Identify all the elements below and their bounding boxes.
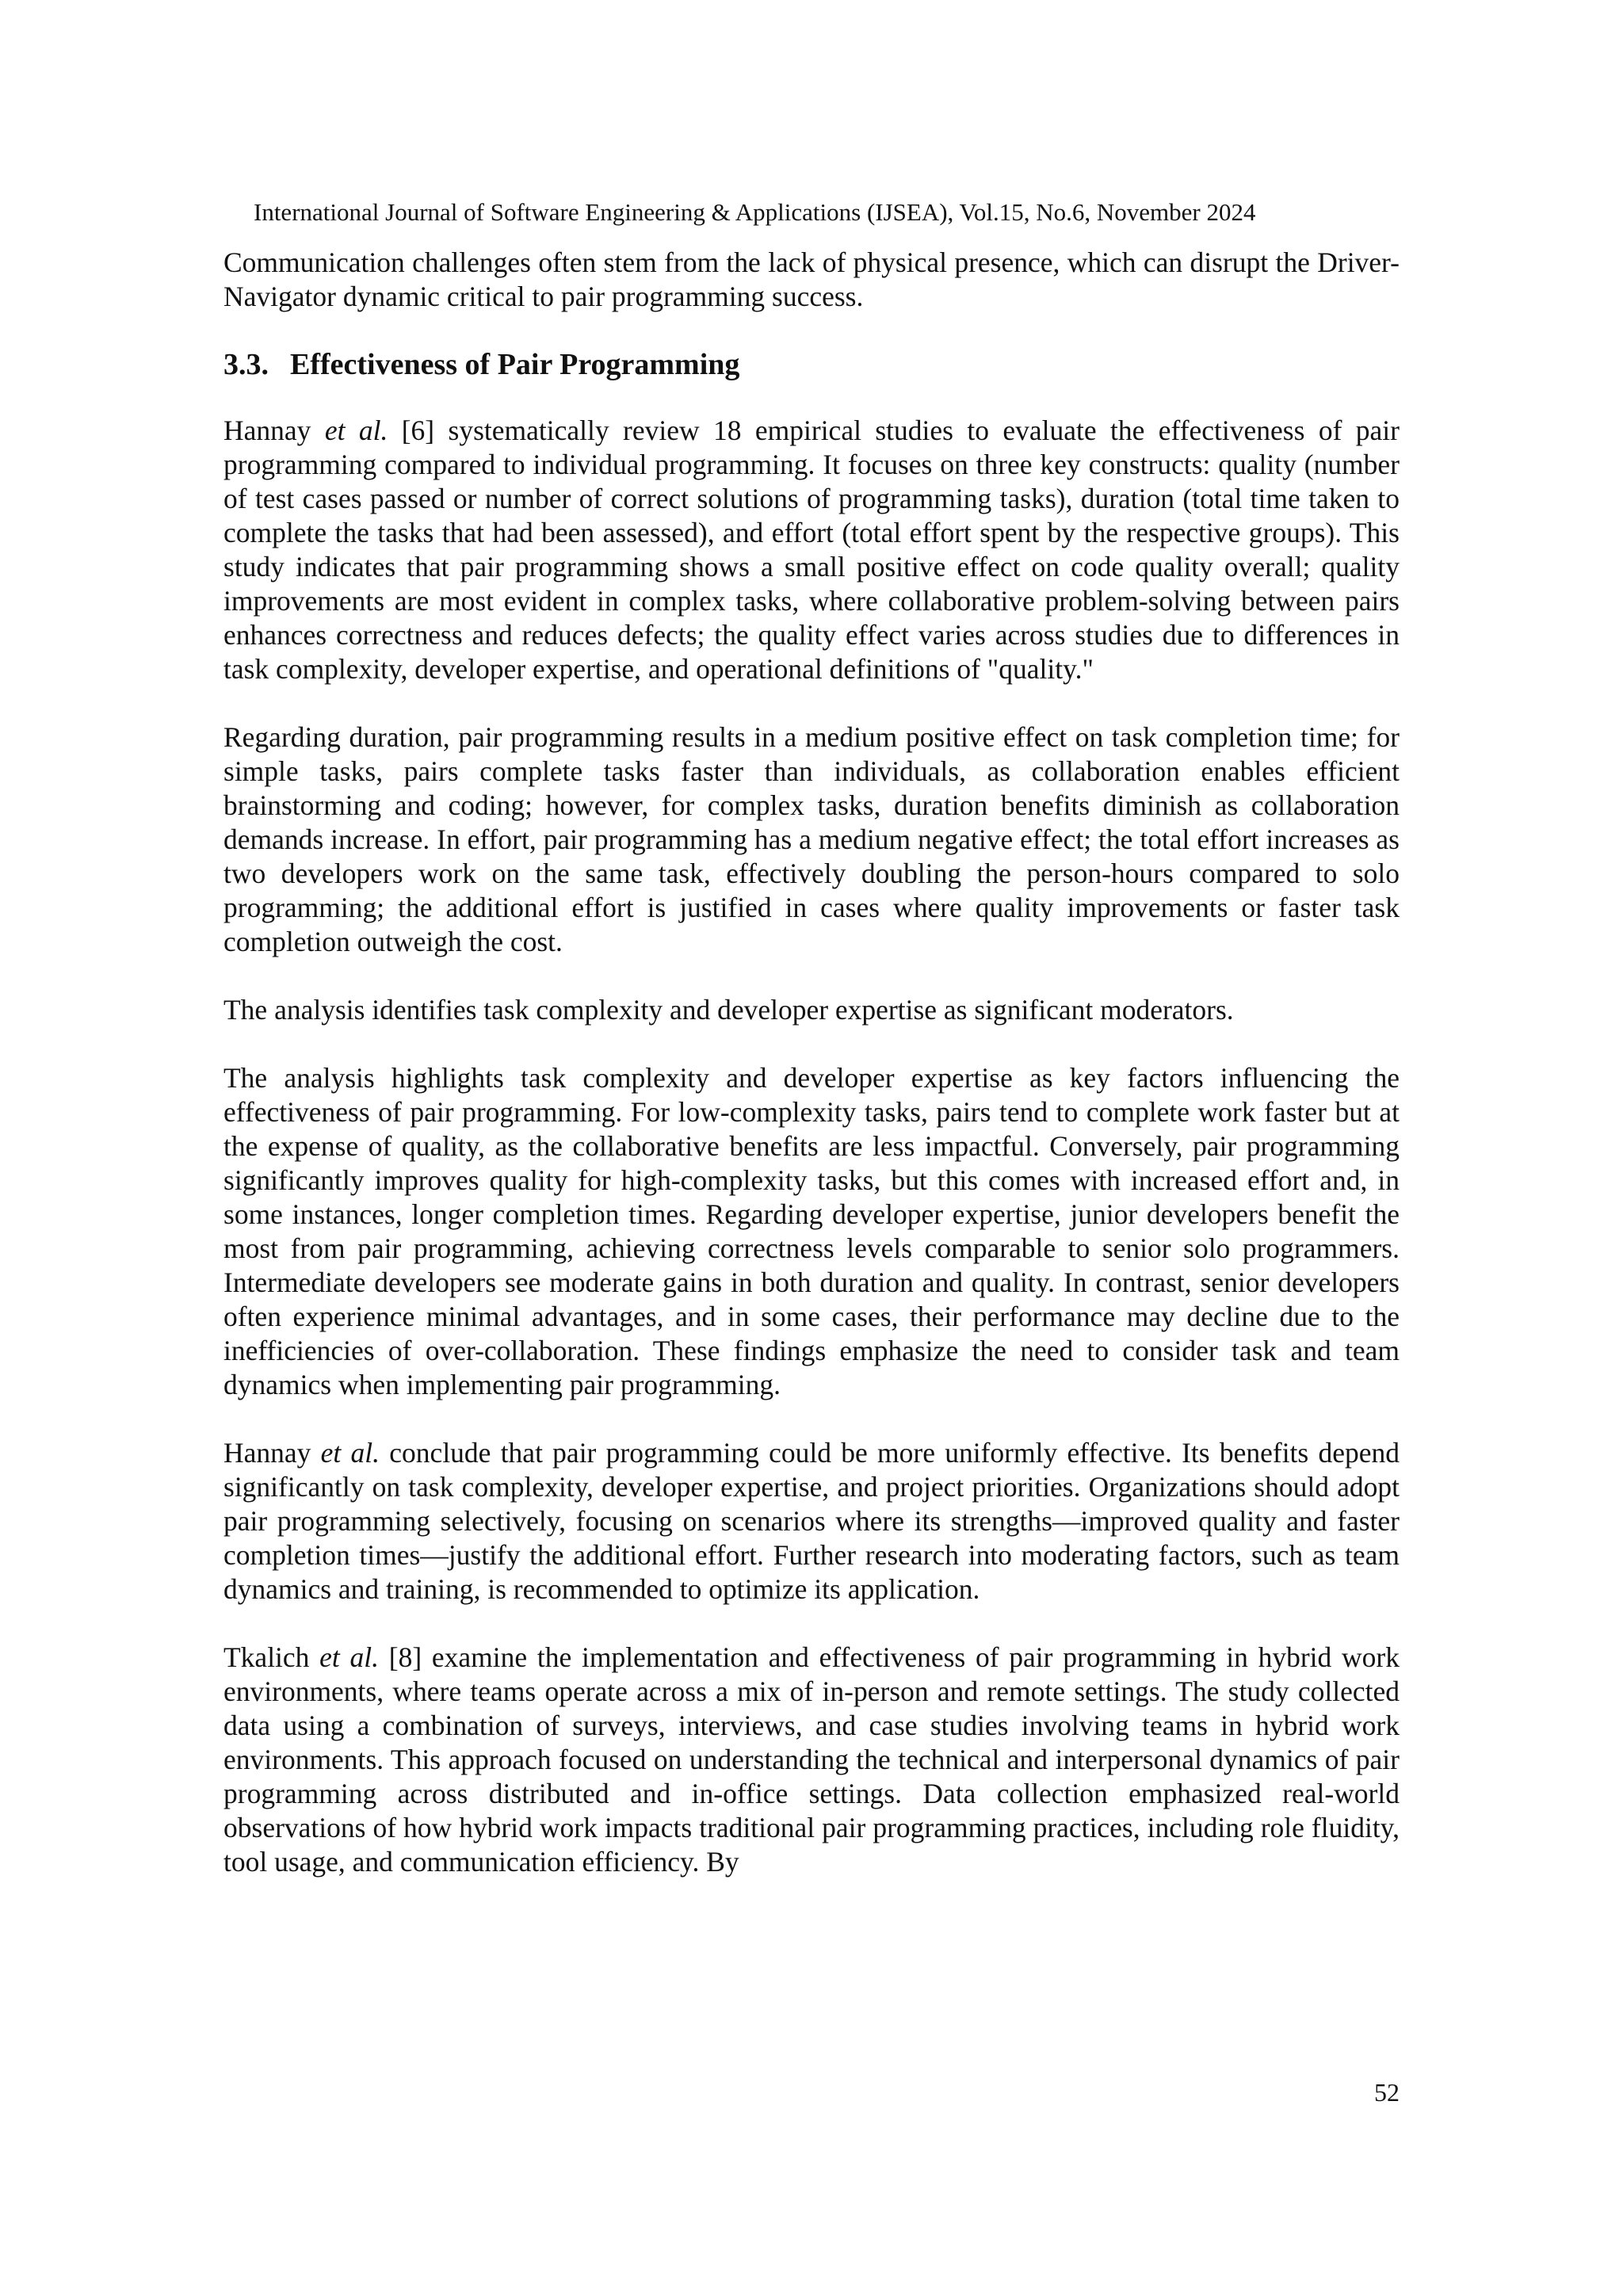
- paragraph-communication-challenges: Communication challenges often stem from the lack of physical presence, which can disrupt the Driver-Navigator dynamic critical to pair programming success.: [223, 246, 1400, 312]
- page-number: 52: [1374, 2078, 1400, 2107]
- author-name: Tkalich: [223, 1641, 320, 1673]
- et-al: et al.: [324, 415, 388, 446]
- et-al: et al.: [319, 1641, 380, 1673]
- paragraph-duration: Regarding duration, pair programming results in a medium positive effect on task completion time; for simple tasks, pairs complete tasks faster than individuals, as collaboration enables efficient brainstorming and coding; however, for complex tasks, duration benefits diminish as collaboration demands increase. In effort, pair programming has a medium negative effect; the total effort increases as two developers work on the same task, effectively doubling the person-hours compared to solo programming; the additional effort is justified in cases where quality improvements or faster task completion outweigh the cost.: [223, 721, 1400, 957]
- section-heading: [223, 346, 1400, 384]
- paragraph-complexity-expertise: The analysis highlights task complexity and developer expertise as key factors influencing the effectiveness of pair programming. For low-complexity tasks, pairs tend to complete work faster but at the expense of quality, as the collaborative benefits are less impactful. Conversely, pair programming significantly improves quality for high-complexity tasks, but this comes with increased effort and, in some instances, longer completion times. Regarding developer expertise, junior developers benefit the most from pair programming, achieving correctness levels comparable to senior solo programmers. Intermediate developers see moderate gains in both duration and quality. In contrast, senior developers often experience minimal advantages, and in some cases, their performance may decline due to the inefficiencies of over-collaboration. These findings emphasize the need to consider task and team dynamics when implementing pair programming.: [223, 1062, 1400, 1400]
- paragraph-text: conclude that pair programming could be more uniformly effective. Its benefits depend significantly on task complexity, developer expertise, and project priorities. Organizations should adopt pair programming selectively, focusing on scenarios where its strengths—improved quality and faster completion times—justify the additional effort. Further research into moderating factors, such as team dynamics and training, is recommended to optimize its application.: [223, 1437, 1400, 1605]
- section-title: Effectiveness of Pair Programming: [290, 348, 740, 381]
- paragraph-tkalich-hybrid: [223, 1641, 1400, 1879]
- author-name: Hannay: [223, 415, 325, 446]
- paragraph-text: [6] systematically review 18 empirical studies to evaluate the effectiveness of pair programming compared to individual programming. It focuses on three key constructs: quality (number of test cases passed or number of correct solutions of programming tasks), duration (total time taken to complete the tasks that had been assessed), and effort (total effort spent by the respective groups). This study indicates that pair programming shows a small positive effect on code quality overall; quality improvements are most evident in complex tasks, where collaborative problem-solving between pairs enhances correctness and reduces defects; the quality effect varies across studies due to differences in task complexity, developer expertise, and operational definitions of "quality.": [223, 415, 1400, 685]
- paragraph-hannay-review: [223, 414, 1400, 686]
- running-header: International Journal of Software Engineering & Applications (IJSEA), Vol.15, No.6, November 2024: [254, 198, 1256, 226]
- page-body: [223, 246, 1400, 1879]
- et-al: et al.: [320, 1437, 380, 1469]
- paragraph-hannay-conclusion: [223, 1436, 1400, 1606]
- paragraph-text: [8] examine the implementation and effectiveness of pair programming in hybrid work environments, where teams operate across a mix of in-person and remote settings. The study collected data using a combination of surveys, interviews, and case studies involving teams in hybrid work environments. This approach focused on understanding the technical and interpersonal dynamics of pair programming across distributed and in-office settings. Data collection emphasized real-world observations of how hybrid work impacts traditional pair programming practices, including role fluidity, tool usage, and communication efficiency. By: [223, 1641, 1400, 1878]
- section-number: 3.3.: [223, 348, 269, 381]
- paragraph-moderators: The analysis identifies task complexity and developer expertise as significant moderators.: [223, 994, 1234, 1026]
- author-name: Hannay: [223, 1437, 321, 1469]
